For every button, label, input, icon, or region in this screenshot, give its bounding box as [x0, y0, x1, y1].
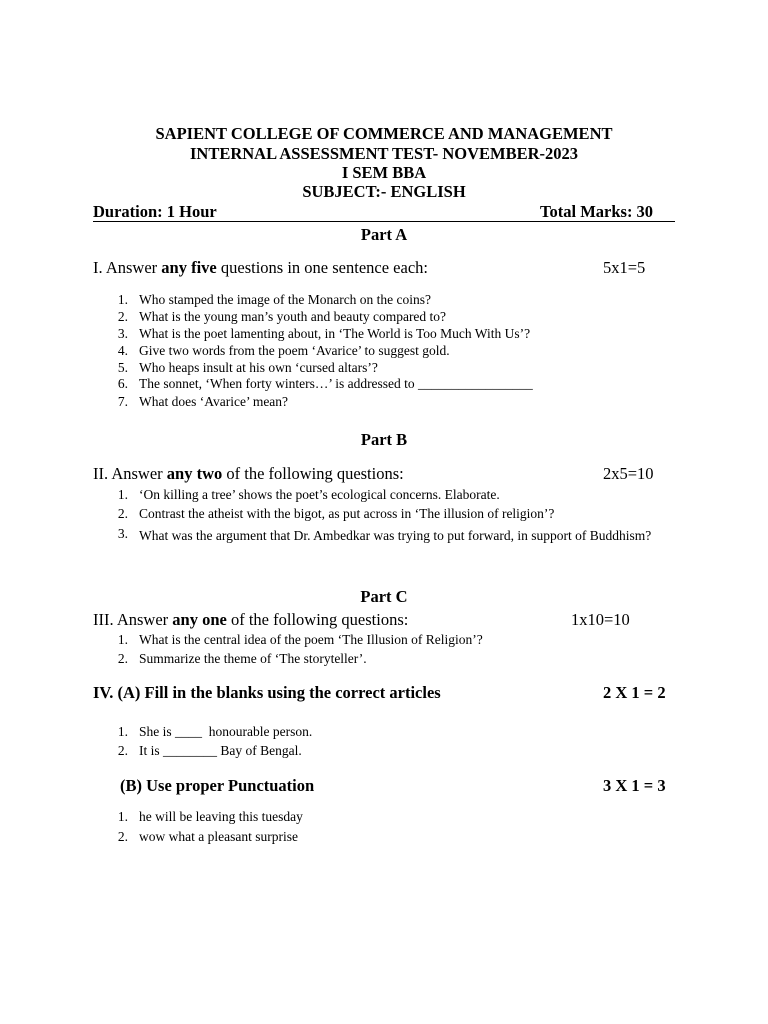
part-a-instruction: I. Answer any five questions in one sentence each:	[93, 258, 428, 277]
part-4a-marks: 2 X 1 = 2	[603, 683, 666, 702]
total-marks: Total Marks: 30	[540, 202, 654, 221]
duration: Duration: 1 Hour	[93, 202, 217, 221]
list-item: What is the young man’s youth and beauty compared to?	[139, 309, 447, 324]
list-item: What is the central idea of the poem ‘The Illusion of Religion’?	[139, 632, 483, 647]
part-4a-title: IV. (A) Fill in the blanks using the correct articles	[93, 683, 441, 702]
part-b-instruction: II. Answer any two of the following questions:	[93, 464, 404, 483]
list-item: What does ‘Avarice’ mean?	[139, 394, 289, 409]
list-item: he will be leaving this tuesday	[139, 809, 303, 824]
list-item: What was the argument that Dr. Ambedkar was trying to put forward, in support of Buddhism?	[139, 528, 652, 543]
list-item: wow what a pleasant surprise	[139, 829, 298, 844]
list-item: ‘On killing a tree’ shows the poet’s ecological concerns. Elaborate.	[139, 487, 500, 502]
semester: I SEM BBA	[341, 163, 427, 182]
part-b-marks: 2x5=10	[603, 464, 654, 483]
list-item: Who stamped the image of the Monarch on the coins?	[139, 292, 432, 307]
part-c-instruction: III. Answer any one of the following questions:	[93, 610, 409, 629]
subject: SUBJECT:- ENGLISH	[302, 182, 466, 201]
header-rule	[93, 221, 675, 222]
list-item: She is ____ honourable person.	[139, 724, 313, 739]
list-item: It is ________ Bay of Bengal.	[139, 743, 302, 758]
part-4b-marks: 3 X 1 = 3	[603, 776, 666, 795]
exam-page: SAPIENT COLLEGE OF COMMERCE AND MANAGEMENT INTERNAL ASSESSMENT TEST- NOVEMBER-2023 I SEM BBA SUBJECT:- ENGLISH Duration: 1 Hour Total Marks: 30 Part A I. Answer any five questions in one sentence each: 5x1=5 1. Who stamped the image of the Monarch on the coins? 2. What is the young man’s youth and beauty compared to? 3. What is the poet lamenting about, in ‘The World is Too Much With Us’? 4. Give two words from the poem ‘Avarice’ to suggest gold. 5. Who heaps insult at his own ‘cursed altars’? 6. The sonnet, ‘When forty winters…’ is addressed to _________________ 7. What does ‘Avarice’ mean? Part B II. Answer any two of the following questions: 2x5=10 1. ‘On killing a tree’ shows the poet’s ecological concerns. Elaborate. 2. Contrast the atheist with the bigot, as put across in ‘The illusion of religion’? 3. What was the argument that Dr. Ambedkar was trying to put forward, in support of Buddhism? Part C III. Answer any one of the following questions: 1x10=10 1. What is the central idea of the poem ‘The Illusion of Religion’? 2. Summarize the theme of ‘The storyteller’. IV. (A) Fill in the blanks using the correct articles 2 X 1 = 2 1. She is ____ honourable person. 2. It is ________ Bay of Bengal. (B) Use proper Punctuation 3 X 1 = 3 1. he will be leaving this tuesday 2. wow what a pleasant surprise	[0, 0, 768, 1024]
part-c-marks: 1x10=10	[571, 610, 630, 629]
part-a-marks: 5x1=5	[603, 258, 646, 277]
part-b-title: Part B	[360, 430, 408, 449]
part-a-title: Part A	[360, 225, 408, 244]
list-item: Summarize the theme of ‘The storyteller’.	[139, 651, 367, 666]
list-item: Who heaps insult at his own ‘cursed altars’?	[139, 360, 378, 375]
college-name: SAPIENT COLLEGE OF COMMERCE AND MANAGEMENT	[155, 124, 613, 143]
list-item: Contrast the atheist with the bigot, as put across in ‘The illusion of religion’?	[139, 506, 555, 521]
test-title: INTERNAL ASSESSMENT TEST- NOVEMBER-2023	[189, 144, 579, 163]
list-item: The sonnet, ‘When forty winters…’ is addressed to _________________	[139, 376, 533, 391]
list-item: What is the poet lamenting about, in ‘The World is Too Much With Us’?	[139, 326, 531, 341]
part-4b-title: (B) Use proper Punctuation	[120, 776, 315, 795]
list-item: Give two words from the poem ‘Avarice’ to suggest gold.	[139, 343, 450, 358]
part-c-title: Part C	[360, 587, 408, 606]
